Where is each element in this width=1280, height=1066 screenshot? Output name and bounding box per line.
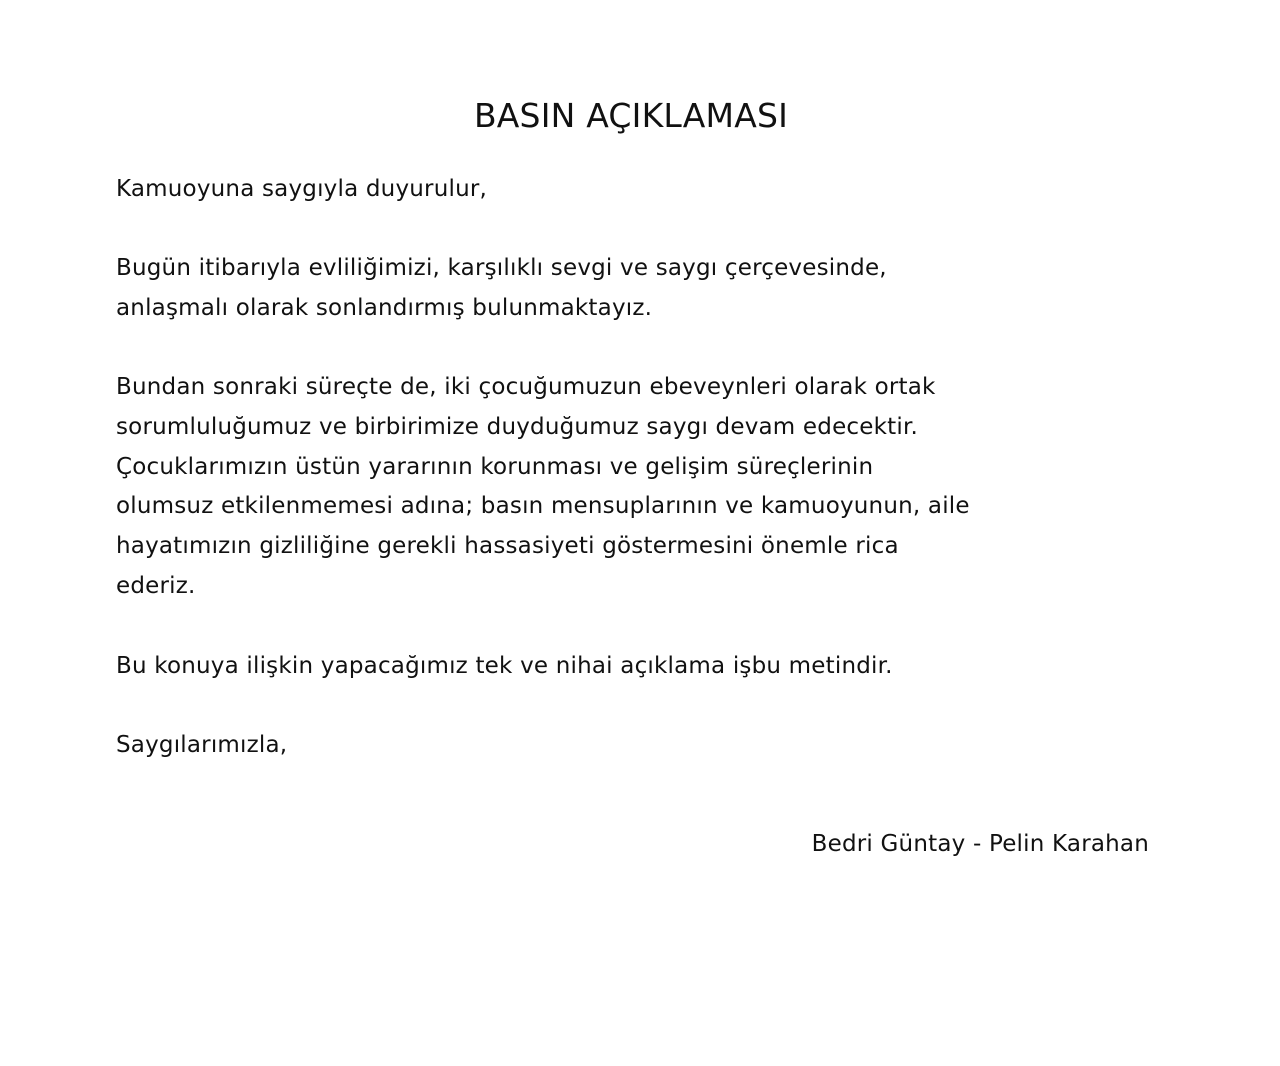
text-line: olumsuz etkilenmemesi adına; basın mensuplarının ve kamuoyunun, aile (116, 493, 970, 520)
text-line: Bugün itibarıyla evliliğimizi, karşılıklı sevgi ve saygı çerçevesinde, (116, 255, 887, 281)
paragraph-announcement (116, 249, 1176, 329)
text-line: anlaşmalı olarak sonlandırmış bulunmaktayız. (116, 294, 653, 321)
document-title: BASIN AÇIKLAMASI (473, 96, 789, 135)
closing-text: Saygılarımızla, (116, 732, 288, 758)
text-line: ederiz. (116, 572, 196, 599)
paragraph-children-privacy (116, 368, 1176, 607)
text-line: hayatımızın gizliliğine gerekli hassasiyeti göstermesini önemle rica (116, 533, 899, 560)
paragraph-final-statement (116, 647, 1176, 687)
text-line: sorumluluğumuz ve birbirimize duyduğumuz saygı devam edecektir. (116, 413, 919, 440)
signature: Bedri Güntay - Pelin Karahan (811, 831, 1149, 857)
salutation-line: Kamuoyuna saygıyla duyurulur, (116, 176, 488, 202)
closing-line (116, 726, 1176, 766)
text-line: Bundan sonraki süreçte de, iki çocuğumuzun ebeveynleri olarak ortak (116, 374, 936, 400)
text-line: Çocuklarımızın üstün yararının korunması ve gelişim süreçlerinin (116, 453, 874, 480)
text-line: Bu konuya ilişkin yapacağımız tek ve nihai açıklama işbu metindir. (116, 653, 893, 679)
salutation (116, 170, 1176, 210)
